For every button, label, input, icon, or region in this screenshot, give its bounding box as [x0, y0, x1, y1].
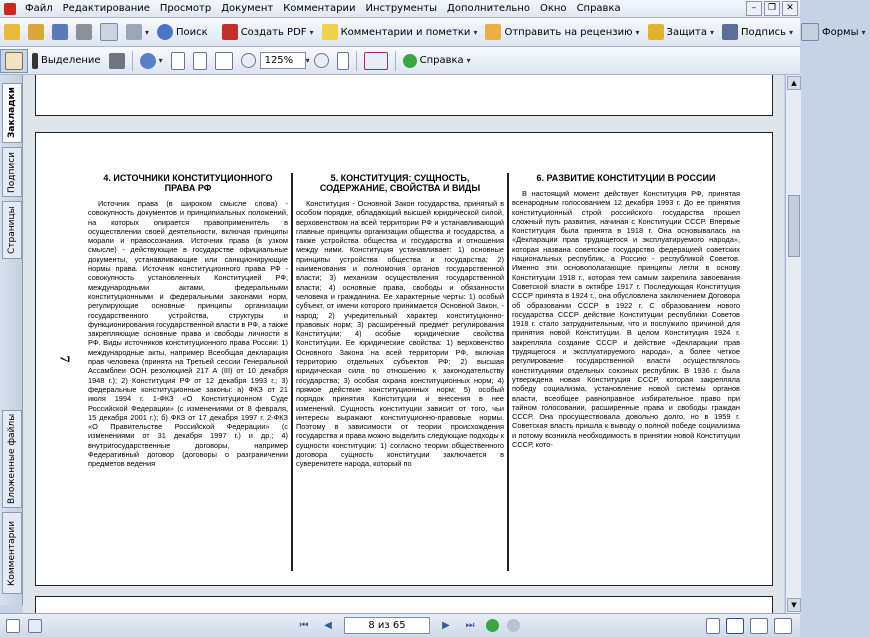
chevron-down-icon: ▾ — [466, 56, 471, 65]
rotate-icon — [337, 52, 349, 70]
next-view-icon[interactable] — [507, 619, 520, 632]
scroll-up-icon[interactable]: ▲ — [787, 76, 801, 90]
view-toolbar — [0, 47, 800, 75]
document-viewport[interactable] — [23, 75, 784, 613]
toolbar-separator — [132, 51, 133, 71]
app-icon — [4, 3, 16, 15]
fit-width-button[interactable] — [211, 50, 237, 72]
toolbar-separator — [356, 51, 357, 71]
zoom-level-input[interactable]: 125% — [260, 52, 306, 69]
search-button[interactable] — [153, 21, 212, 43]
lock-icon — [648, 24, 664, 40]
folder-open-icon — [4, 24, 20, 40]
actual-size-button[interactable] — [167, 50, 189, 72]
last-page-button[interactable]: ⏭ — [465, 620, 475, 631]
organizer-icon — [28, 24, 44, 40]
tab-comments[interactable] — [2, 512, 22, 594]
tab-bookmarks-label: Закладки — [7, 87, 17, 139]
facing-icon[interactable] — [750, 618, 768, 634]
tab-signatures-label: Подписи — [7, 151, 17, 193]
chevron-down-icon: ▾ — [145, 27, 150, 37]
toolbar-separator — [395, 51, 396, 71]
column-divider — [291, 173, 293, 571]
single-page-icon[interactable] — [706, 618, 720, 634]
section-text: В настоящий момент действует Конституция РФ, принятая всенародным голосованием 12 декабря 1993 г. До ее принятия конституционный строй российского государства прошел сложный путь развития, начиная с Конституции СССР. Впервые Конституция была принята в 1918 г. Она основывалась на «Декларации прав трудящегося и эксплуатируемого народа», которая названа советское государство федерацией советских национальных республик, а Россию - республикой Советов. Именно эти основополагающие принципы легли в основу Конституции 1918 г., которая тем самым закрепила завоевания Советской власти в октябре 1917 г. Последующая Конституция СССР принята в 1924 г., она обусловлена заключением Договора об образовании СССР в 1922 г. С образованием нового государства СССР действие Конституции республики Советов 1918 г. стало затруднительным, что и послужило причиной для принятия новой Конституции. В целом Конституция 1924 г. закрепляла создание СССР и действие «Декларации прав трудящегося и эксплуатируемого народа», а более четкое регулирование государственной власти осуществлялось конституциями отдельных союзных республик. В 1936 г. была утверждена новая Конституция СССР, которая закрепляла победу социализма, установление новой системы органов власти, всеобщее равноправное избирательное право при тайном голосовании, расширенные права и свободы граждан СССР. Она просуществовала довольно долго, но в 1959 г. Советская власть пришла к выводу о полной победе социализма и потому возникла необходимость в принятии новой Конституции СССР, кото- — [512, 189, 740, 450]
chevron-down-icon: ▾ — [635, 27, 640, 37]
main-toolbar — [0, 18, 866, 47]
yahoo-icon — [364, 52, 388, 70]
send-review-icon — [485, 24, 501, 40]
document-size-icon[interactable] — [6, 619, 20, 633]
zoom-dropdown-icon[interactable]: ▾ — [305, 56, 310, 65]
scroll-thumb[interactable] — [788, 195, 800, 257]
search-label: Поиск — [176, 26, 208, 38]
snapshot-button[interactable] — [105, 50, 129, 72]
zoom-tool-button[interactable] — [136, 50, 167, 72]
close-icon[interactable]: ✕ — [782, 1, 798, 16]
chevron-down-icon: ▾ — [709, 27, 714, 37]
magnifier-icon — [140, 53, 156, 69]
search-icon — [157, 24, 173, 40]
scroll-down-icon[interactable]: ▼ — [787, 598, 801, 612]
section-title: 5. КОНСТИТУЦИЯ: СУЩНОСТЬ, СОДЕРЖАНИЕ, СВОЙСТВА И ВИДЫ — [319, 173, 481, 193]
chevron-down-icon: ▾ — [861, 27, 866, 37]
comments-markup-button[interactable] — [318, 21, 482, 43]
previous-view-icon[interactable] — [486, 619, 499, 632]
yahoo-button[interactable] — [360, 50, 392, 72]
tab-bookmarks[interactable] — [2, 83, 22, 143]
next-page-button[interactable]: ▶ — [442, 620, 450, 631]
menu-help[interactable]: Справка — [576, 3, 621, 14]
first-page-button[interactable]: ⏮ — [299, 620, 309, 631]
navigation-panel — [0, 75, 23, 605]
menu-bar — [0, 0, 800, 18]
camera-icon — [109, 53, 125, 69]
fit-page-button[interactable] — [189, 50, 211, 72]
restore-icon[interactable]: ❐ — [764, 1, 780, 16]
zoom-in-icon — [314, 53, 329, 68]
text-cursor-icon — [32, 53, 38, 69]
tab-pages[interactable] — [2, 201, 22, 259]
comments-markup-label: Комментарии и пометки — [340, 26, 471, 38]
print-button[interactable] — [72, 21, 96, 43]
page-number: 7 — [56, 355, 72, 363]
help-button[interactable] — [399, 50, 475, 72]
forms-label: Формы — [821, 26, 859, 38]
document-page — [35, 132, 773, 586]
open-button[interactable] — [0, 21, 24, 43]
zoom-in-button[interactable] — [310, 50, 333, 72]
pen-icon — [722, 24, 738, 40]
section-text: Конституция - Основной Закон государства, принятый в особом порядке, обладающий высшей юридической силой, верховенством на всей территории РФ и устанавливающий главные принципы организации общества и государства, а также устройства общества и государства и отношения между ними. Конституция устанавливает: 1) основные принципы устройства общества и государства; 2) наименования и полномочия органов государственной власти; 3) механизм осуществления государственной власти; 4) основные права, свободы и обязанности человека и гражданина. Ее характерные черты: 1) особый субъект, от имени которого принимается Основной Закон, - народ; 2) учредительный характер конституционно-правовых норм; 3) расширенный предмет регулирования Конституции; 4) особые юридические свойства Конституции. Ее юридические свойства: 1) верховенство Основного Закона на всей территории РФ, включая территорию отдельных субъектов РФ; 2) высшая юридическая сила по отношению к законодательству государства; 3) особая охрана конституционных норм; 4) прямое действие конституционных норм; 5) особый порядок принятия Конституции и внесения в нее изменений. Сущность конституции зависит от того, чьи интересы выражают конституционно-правовые нормы. Поэтому в зависимости от теории происхождения государства и права можно выделить следующие подходы к сущности конституции: 1) согласно теории общественного договора сущность конституции заключается в суверенитете народа, который по — [296, 199, 504, 469]
print-icon — [76, 24, 92, 40]
sign-label: Подпись — [740, 26, 786, 38]
help-label: Справка — [419, 55, 464, 66]
previous-page-button[interactable]: ◀ — [324, 620, 332, 631]
tab-pages-label: Страницы — [7, 206, 17, 254]
save-icon — [52, 24, 68, 40]
fit-width-icon — [215, 52, 233, 70]
tab-signatures[interactable] — [2, 147, 22, 197]
organizer-button[interactable] — [24, 21, 48, 43]
section-text: Источник права (в широком смысле слова) - совокупность документов и принципиальных положений, на которых опирается правоприменитель в осуществлении своей деятельности, включая принципы морали и правосознания. Источник права (в узком смысле) - действующие в государстве официальные документы, устанавливающие или санкционирующие нормы права. Источник конституционного права РФ - совокупность установленных Конституцией РФ, международными актами, федеральными конституционными и федеральными законами норм, регулирующие основные принципы организации государственного устройства, структуры и функционирования государственной власти в РФ, а также закрепляющие основные права и свободы личности в РФ. Виды источников конституционного права России: 1) международные акты, например Всеобщая декларация прав человека (принята на Третьей сессии Генеральной Ассамблеи ООН резолюцией 217 А (III) от 10 декабря 1948 г.); 2) Конституция РФ от 12 декабря 1993 г.; 3) федеральные конституционные законы: а) ФКЗ от 21 июля 1994 г. 1-ФКЗ «О Конституционном Суде Российской Федерации» (с изменениями от 8 февраля, 15 декабря 2001 г.); б) ФКЗ от 17 декабря 1997 г. 2-ФКЗ «О Правительстве Российской Федерации» (с изменениями от 31 декабря 1997 г.) и др.; 4) внутригосударственные договоры, например Федеративный договор (договоры о разграничении предметов ведения — [88, 199, 288, 469]
forms-icon — [801, 23, 819, 41]
column-2 — [296, 173, 504, 573]
status-bar — [0, 613, 800, 637]
hand-tool-button[interactable] — [0, 49, 28, 73]
chevron-down-icon: ▾ — [473, 27, 478, 37]
protect-button[interactable] — [644, 21, 718, 43]
select-label: Выделение — [41, 55, 101, 66]
create-pdf-button[interactable] — [218, 21, 318, 43]
email-button[interactable] — [96, 21, 122, 43]
send-review-button[interactable] — [481, 21, 643, 43]
menu-tools[interactable]: Инструменты — [365, 3, 438, 14]
minimize-icon[interactable]: – — [746, 1, 762, 16]
save-button[interactable] — [48, 21, 72, 43]
page-icon — [171, 52, 185, 70]
page-number-field[interactable]: 8 из 65 — [344, 617, 430, 634]
create-pdf-label: Создать PDF — [240, 26, 307, 38]
menu-document[interactable]: Документ — [221, 3, 274, 14]
previous-page — [35, 75, 773, 116]
menu-comments[interactable]: Комментарии — [283, 3, 356, 14]
column-divider — [507, 173, 509, 571]
attach-button[interactable] — [122, 21, 153, 43]
continuous-facing-icon[interactable] — [774, 618, 792, 634]
comment-icon — [322, 24, 338, 40]
protect-label: Защита — [666, 26, 707, 38]
menu-view[interactable]: Просмотр — [159, 3, 212, 14]
window-controls — [746, 1, 798, 16]
tab-attachments-label: Вложенные файлы — [7, 413, 17, 505]
vertical-scrollbar[interactable] — [785, 75, 801, 613]
column-1 — [88, 173, 288, 573]
select-tool-button[interactable] — [28, 50, 105, 72]
chevron-down-icon: ▾ — [309, 27, 314, 37]
section-title: 4. ИСТОЧНИКИ КОНСТИТУЦИОННОГО ПРАВА РФ — [103, 173, 273, 193]
menu-window[interactable]: Окно — [539, 3, 567, 14]
menu-file[interactable]: Файл — [25, 3, 53, 14]
fit-page-icon — [193, 52, 207, 70]
chevron-down-icon: ▾ — [158, 56, 163, 65]
menu-edit[interactable]: Редактирование — [62, 3, 150, 14]
column-3 — [512, 173, 740, 573]
create-pdf-icon — [222, 24, 238, 40]
tab-attachments[interactable] — [2, 410, 22, 508]
send-review-label: Отправить на рецензию — [504, 26, 633, 38]
menu-advanced[interactable]: Дополнительно — [447, 3, 530, 14]
zoom-out-icon — [241, 53, 256, 68]
section-title: 6. РАЗВИТИЕ КОНСТИТУЦИИ В РОССИИ — [536, 173, 716, 183]
rotate-button[interactable] — [333, 50, 353, 72]
chevron-down-icon: ▾ — [788, 27, 793, 37]
zoom-out-button[interactable] — [237, 50, 260, 72]
continuous-icon[interactable] — [726, 618, 744, 634]
hand-icon — [5, 52, 23, 70]
sign-button[interactable] — [718, 21, 797, 43]
paperclip-icon — [126, 24, 142, 40]
email-icon — [100, 23, 118, 41]
forms-button[interactable] — [797, 21, 870, 43]
tab-comments-label: Комментарии — [7, 520, 17, 586]
layer-icon[interactable] — [28, 619, 42, 633]
help-icon — [403, 54, 417, 68]
